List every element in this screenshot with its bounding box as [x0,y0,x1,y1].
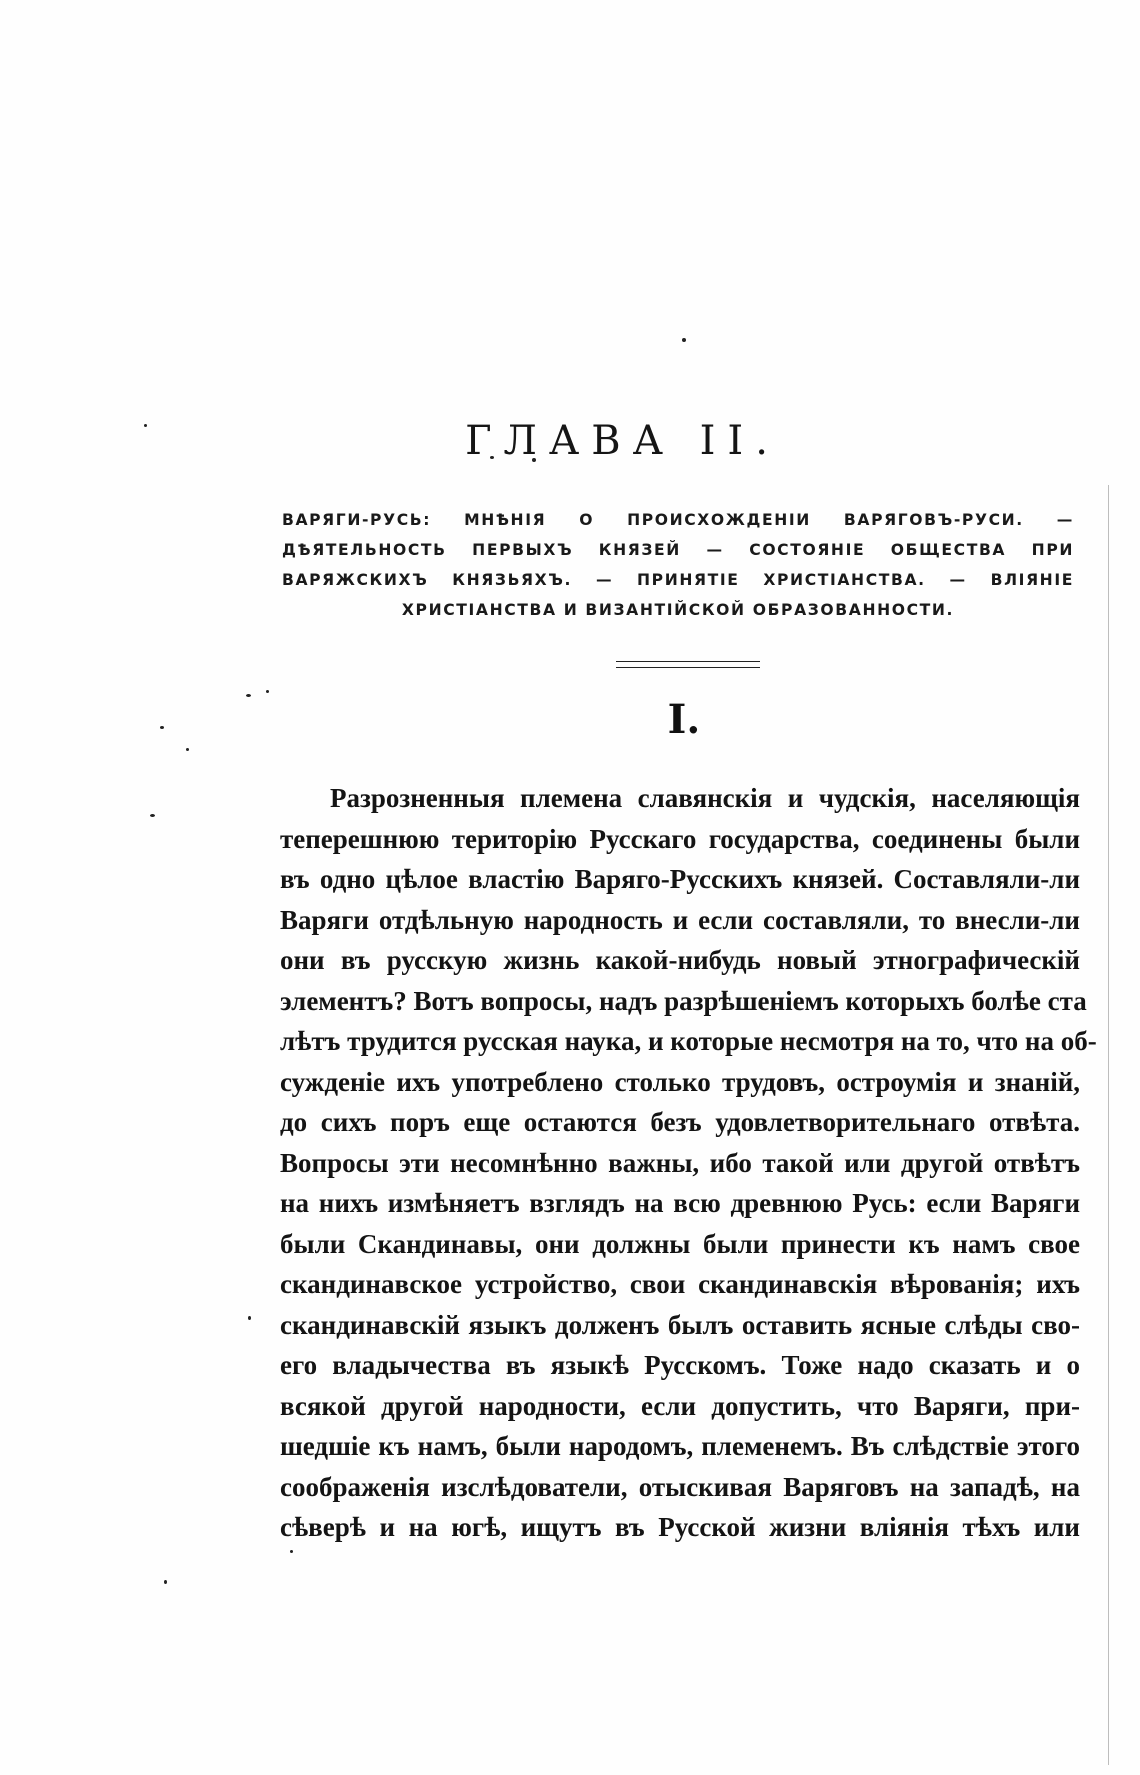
text-line: сужденіе ихъ употреблено столько трудовъ, остроумія и знаній, [280,1066,1080,1097]
text-line: его владычества въ языкѣ Русскомъ. Тоже надо сказать и о [280,1350,1080,1380]
text-line: на нихъ измѣняетъ взглядъ на всю древнюю Русь: если Варяги [280,1188,1080,1218]
text-line: шедшіе къ намъ, были народомъ, племенемъ. Въ слѣдствіе этого [280,1431,1080,1461]
scan-speck [186,748,189,751]
summary-line: ХРИСТІАНСТВА И ВИЗАНТІЙСКОЙ ОБРАЗОВАННОСТИ. [401,601,955,619]
text-line: въ одно цѣлое властію Варяго-Русскихъ князей. Составляли-ли [280,864,1080,894]
text-line: элементъ? Вотъ вопросы, надъ разрѣшеніемъ которыхъ болѣе ста [280,985,1087,1016]
page-edge-line [1108,485,1109,1765]
section-number: I. [667,696,701,743]
summary-line: ВАРЯГИ-РУСЬ: МНѢНІЯ О ПРОИСХОЖДЕНІИ ВАРЯГОВЪ-РУСИ. — [282,511,1074,529]
summary-line: ВАРЯЖСКИХЪ КНЯЗЬЯХЪ. — ПРИНЯТІЕ ХРИСТІАНСТВА. — ВЛІЯНІЕ [282,571,1074,589]
scan-speck [266,690,269,693]
text-line: Вопросы эти несомнѣнно важны, ибо такой или другой отвѣтъ [280,1147,1080,1178]
chapter-title: ГЛАВА II. [465,418,780,464]
text-line: всякой другой народности, если допустить, что Варяги, при- [280,1390,1080,1421]
text-line: Варяги отдѣльную народность и если составляли, то внесли-ли [280,904,1080,935]
section-divider [616,661,760,668]
scan-speck [290,1550,293,1553]
text-line: скандинавское устройство, свои скандинавскія вѣрованія; ихъ [280,1269,1080,1299]
scan-speck [150,814,155,817]
scan-speck [164,1580,167,1584]
text-line: они въ русскую жизнь какой-нибудь новый этнографическій [280,945,1080,975]
text-line: соображенія изслѣдователи, отыскивая Варяговъ на западѣ, на [280,1471,1080,1502]
text-line: лѣтъ трудится русская наука, и которые несмотря на то, что на об- [280,1026,1097,1056]
scan-speck [248,1316,251,1320]
text-line: Разрозненныя племена славянскія и чудскія, населяющія [330,783,1080,813]
text-line: теперешнюю територію Русскаго государства, соединены были [280,823,1080,854]
text-line: скандинавскій языкъ долженъ былъ оставить ясные слѣды сво- [280,1309,1080,1340]
chapter-summary [282,505,1074,625]
text-line: до сихъ поръ еще остаются безъ удовлетворительнаго отвѣта. [280,1107,1080,1137]
text-line: сѣверѣ и на югѣ, ищутъ въ Русской жизни вліянія тѣхъ или [280,1512,1080,1542]
body-paragraph [280,778,1097,1548]
summary-line: ДѢЯТЕЛЬНОСТЬ ПЕРВЫХЪ КНЯЗЕЙ — СОСТОЯНІЕ ОБЩЕСТВА ПРИ [282,541,1074,559]
text-line: были Скандинавы, они должны были принести къ намъ свое [280,1228,1080,1259]
scan-speck [682,338,686,342]
